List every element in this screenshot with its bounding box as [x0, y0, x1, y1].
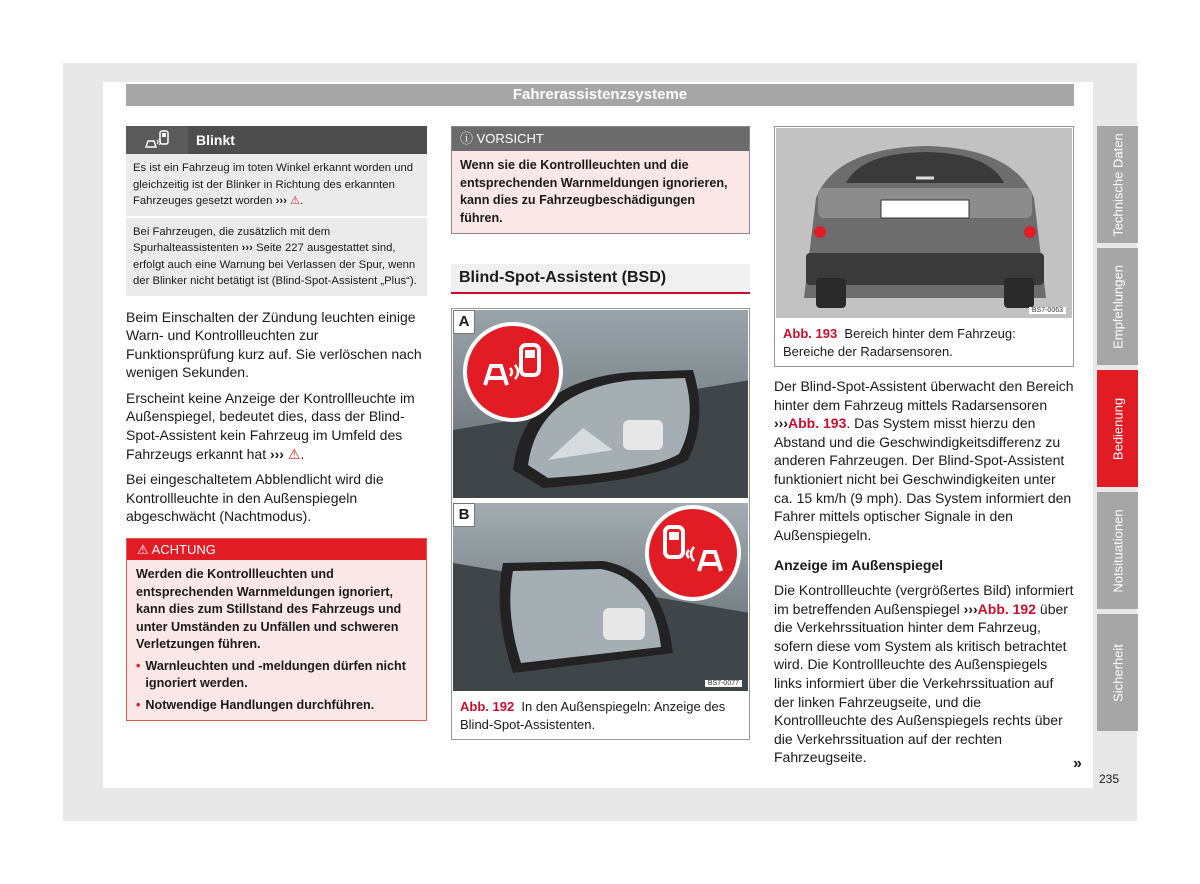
figure-192-panel-a [453, 310, 748, 498]
tab-notsituationen[interactable] [1097, 492, 1138, 609]
col1-paragraph-1: Beim Einschalten der Zündung leuchten einige Warn- und Kontrollleuchten zur Funktionsprüfung kurz auf. Sie verlöschen nach wenigen Sekunden. [126, 308, 422, 381]
blinkt-row-2-ref[interactable]: Seite 227 [256, 242, 304, 254]
column-middle [451, 126, 750, 740]
col3-paragraph-1 [774, 377, 1074, 544]
achtung-box [126, 538, 427, 721]
figure-193-code: BS7-0063 [1029, 307, 1066, 314]
col1-paragraph-3: Bei eingeschaltetem Abblendlicht wird die Kontrollleuchte in den Außenspiegeln abgeschwächt (Nachtmodus). [126, 471, 384, 525]
col1-paragraph-2: Erscheint keine Anzeige der Kontrollleuchte im Außenspiegel, bedeutet dies, dass der Blind-Spot-Assistent kein Fahrzeug im Umfeld des Fahrzeugs erkannt hat ››› ⚠. [126, 389, 415, 462]
bullet-icon: • [136, 658, 141, 673]
blinkt-row-2 [126, 218, 427, 298]
tab-bedienung[interactable] [1097, 370, 1138, 487]
page-header: Fahrerassistenzsysteme [126, 84, 1074, 106]
panel-label-b: B [453, 503, 475, 527]
ref-arrow-icon: ››› [774, 415, 788, 432]
tab-label: Notsituationen [1110, 508, 1125, 593]
figure-192-panel-b [453, 503, 748, 691]
column-left [126, 126, 427, 721]
achtung-bullet-2 [136, 697, 416, 715]
figure-193-image [776, 128, 1072, 318]
subhead-anzeige: Anzeige im Außenspiegel [774, 557, 944, 574]
vorsicht-box [451, 126, 750, 234]
figure-192-caption-text: In den Außenspiegeln: Anzeige des Blind-Spot-Assistenten. [460, 699, 726, 732]
achtung-header [127, 539, 426, 560]
achtung-bullet-1 [136, 658, 416, 693]
page-number: 235 [1099, 772, 1120, 786]
section-title-bsd: Blind-Spot-Assistent (BSD) [451, 264, 750, 294]
tab-label: Empfehlungen [1110, 264, 1125, 349]
info-circle-icon: ⓘ [460, 131, 474, 146]
tab-label: Bedienung [1110, 397, 1125, 460]
blinkt-table [126, 126, 427, 298]
figure-192 [451, 308, 750, 740]
col3-paragraph-1-post: . Das System misst hierzu den Abstand und die Geschwindigkeitsdifferenz zu anderen Fahrzeugen. Der Blind-Spot-Assistent funktioniert nicht bei Geschwindigkeiten unter ca. 15 km/h (9 mph). Das System informiert den Fahrer mittels optischer Signale in den Außenspiegeln. [774, 415, 1072, 543]
col3-paragraph-2-post: über die Verkehrssituation hinter dem Fahrzeug, sofern diese vom System als kritisch betrachtet wird. Die Kontrollleuchte des Außenspiegels links informiert über die Verkehrssituation auf der linken Fahrzeugseite, und die Kontrollleuchte des Außenspiegels rechts über die Verkehrssituation auf der rechten Fahrzeugseite. [774, 600, 1068, 766]
achtung-bullet-1-text: Warnleuchten und -meldungen dürfen nicht ignoriert werden. [145, 658, 406, 691]
col1-body [126, 308, 427, 527]
blinkt-row-2-post: ausgestattet sind, erfolgt auch eine Warnung bei Verlassen der Spur, wenn der Blinker nicht betätigt ist (Blind-Spot-Assistent „Plus“). [133, 242, 417, 287]
vorsicht-header [452, 127, 749, 151]
ref-abb-192[interactable]: Abb. 192 [977, 600, 1037, 617]
column-right [774, 126, 1074, 774]
figure-193 [774, 126, 1074, 367]
tab-technische-daten[interactable] [1097, 126, 1138, 243]
figure-192-code: BS7-0077 [705, 680, 742, 687]
blinkt-row-2-pre: Bei Fahrzeugen, die zusätzlich mit dem Spurhalteassistenten [133, 225, 331, 254]
blinkt-row-1-text: Es ist ein Fahrzeug im toten Winkel erkannt worden und gleichzeitig ist der Blinker in Richtung des erkannten Fahrzeuges gesetzt worden [133, 162, 414, 207]
tab-sicherheit[interactable] [1097, 614, 1138, 731]
achtung-title: ACHTUNG [151, 542, 216, 558]
col1-paragraph-2-text: Erscheint keine Anzeige der Kontrollleuchte im Außenspiegel, bedeutet dies, dass der Blind-Spot-Assistent kein Fahrzeug im Umfeld des Fahrzeugs erkannt hat [126, 389, 415, 462]
blinkt-row-1: Es ist ein Fahrzeug im toten Winkel erkannt worden und gleichzeitig ist der Blinker in Richtung des erkannten Fahrzeuges gesetzt worden ››› ⚠. [126, 154, 427, 218]
figure-193-caption [775, 319, 1073, 366]
achtung-body [127, 560, 426, 720]
achtung-text: Werden die Kontrollleuchten und entsprechenden Warnmeldungen ignoriert, kann dies zum Stillstand des Fahrzeugs und unter Umständen zu Unfällen und schweren Verletzungen führen. [136, 567, 402, 652]
ref-arrow-icon: ››› [241, 242, 253, 254]
vorsicht-text: Wenn sie die Kontrollleuchten und die entsprechenden Warnmeldungen ignorieren, kann dies zu Fahrzeugbeschädigungen führen. [460, 158, 728, 225]
blinkt-label: Blinkt [188, 126, 427, 154]
col3-paragraph-2-pre: Die Kontrollleuchte (vergrößertes Bild) informiert im betreffenden Außenspiegel [774, 581, 1074, 617]
panel-label-a: A [453, 310, 475, 334]
figure-193-caption-text: Bereich hinter dem Fahrzeug: Bereiche der Radarsensoren. [783, 326, 1016, 359]
figure-193-label: Abb. 193 [783, 326, 838, 341]
ref-arrow-icon: ››› [963, 600, 978, 617]
mirror-image-b [453, 503, 748, 691]
ref-arrow-icon: ››› [269, 445, 284, 462]
tab-label: Sicherheit [1110, 643, 1125, 702]
achtung-bullet-2-text: Notwendige Handlungen durchführen. [145, 697, 375, 712]
blind-spot-warning-icon [126, 126, 188, 154]
car-rear-image [776, 128, 1072, 318]
continue-arrow-icon: » [1073, 755, 1082, 772]
vorsicht-title: VORSICHT [476, 131, 544, 146]
tab-label: Technische Daten [1110, 132, 1125, 237]
warning-triangle-icon: ⚠ [137, 542, 149, 558]
warning-triangle-icon: ⚠ [287, 445, 301, 462]
figure-192-caption [452, 692, 749, 739]
col3-paragraph-1-pre: Der Blind-Spot-Assistent überwacht den Bereich hinter dem Fahrzeug mittels Radarsensoren [774, 378, 1074, 413]
ref-arrow-icon: ››› [275, 195, 287, 207]
tab-empfehlungen[interactable] [1097, 248, 1138, 365]
col3-body [774, 377, 1074, 767]
bullet-icon: • [136, 697, 141, 712]
ref-abb-193[interactable]: Abb. 193 [788, 415, 847, 432]
warning-triangle-icon: ⚠ [290, 195, 301, 207]
blinkt-table-header [126, 126, 427, 154]
mirror-image-a [453, 310, 748, 498]
col3-paragraph-2 [774, 581, 1074, 767]
figure-192-label: Abb. 192 [460, 699, 515, 714]
